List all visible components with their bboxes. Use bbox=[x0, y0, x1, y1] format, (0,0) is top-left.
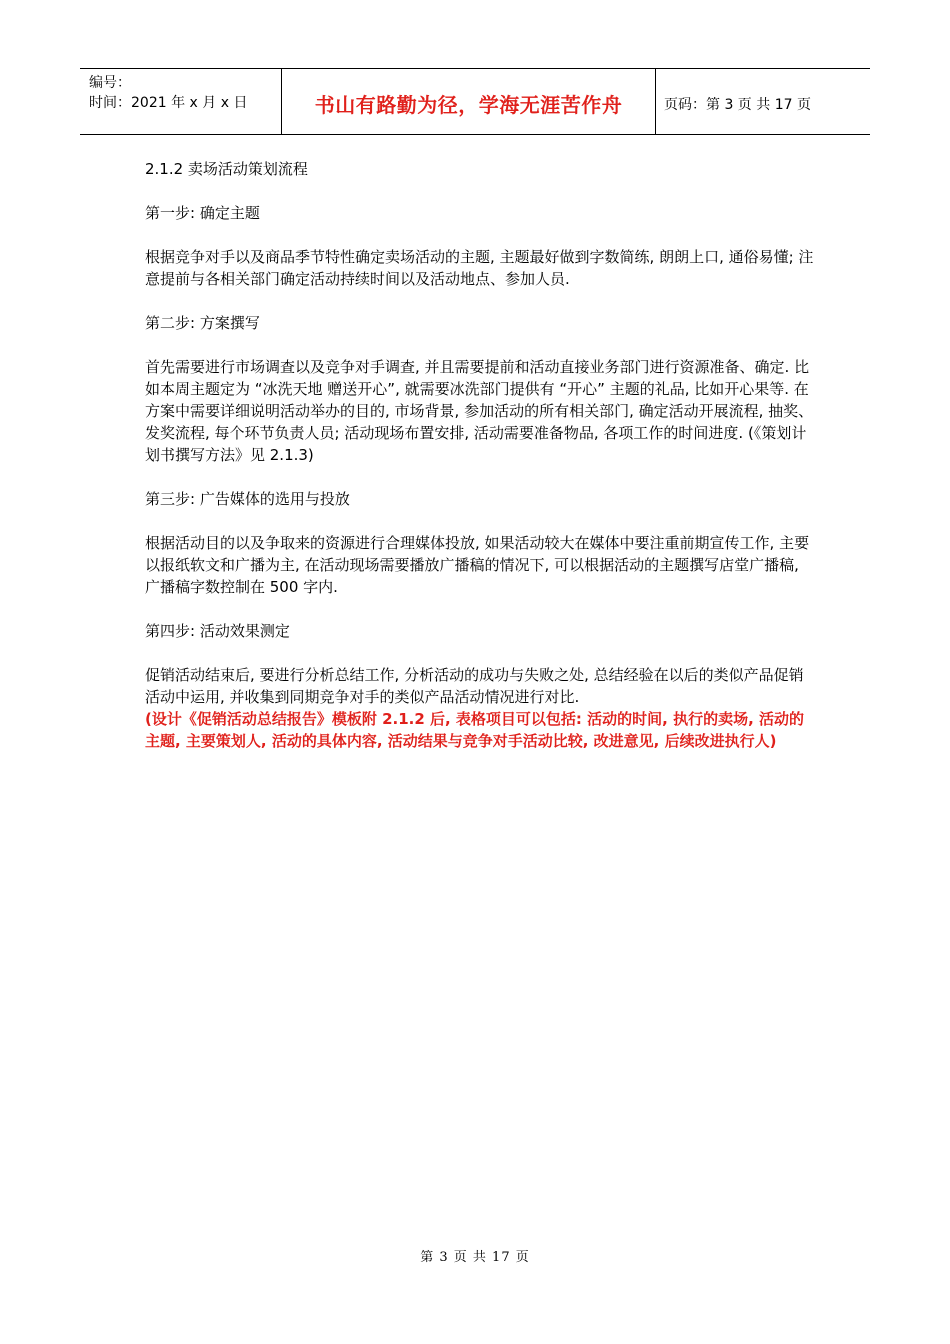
step-3-body: 根据活动目的以及争取来的资源进行合理媒体投放, 如果活动较大在媒体中要注重前期宣传工作, 主要以报纸软文和广播为主, 在活动现场需要播放广播稿的情况下, 可以根据活动的主题撰写店堂广播稿, 广播稿字数控制在 500 字内. bbox=[145, 534, 810, 596]
header-motto-cell bbox=[282, 69, 656, 134]
page-header bbox=[80, 68, 870, 135]
page-footer: 第 3 页 共 17 页 bbox=[420, 1250, 530, 1265]
step-1-title: 第一步: 确定主题 bbox=[145, 204, 260, 222]
step-3-title: 第三步: 广告媒体的选用与投放 bbox=[145, 490, 350, 508]
step-2-title: 第二步: 方案撰写 bbox=[145, 314, 260, 332]
step-4-title: 第四步: 活动效果测定 bbox=[145, 622, 290, 640]
section-title: 2.1.2 卖场活动策划流程 bbox=[145, 160, 308, 178]
header-page-cell bbox=[656, 69, 870, 134]
header-motto: 书山有路勤为径，学海无涯苦作舟 bbox=[314, 93, 623, 117]
document-code-label: 编号： bbox=[89, 75, 131, 91]
step-4-body: 促销活动结束后, 要进行分析总结工作, 分析活动的成功与失败之处, 总结经验在以后的类似产品促销活动中运用, 并收集到同期竞争对手的类似产品活动情况进行对比. bbox=[145, 666, 804, 706]
header-page-info: 页码：第 3 页 共 17 页 bbox=[664, 96, 811, 113]
step-1-body: 根据竞争对手以及商品季节特性确定卖场活动的主题, 主题最好做到字数简练, 朗朗上口, 通俗易懂; 注意提前与各相关部门确定活动持续时间以及活动地点、参加人员. bbox=[145, 248, 814, 288]
document-date: 时间：2021 年 x 月 x 日 bbox=[89, 95, 248, 111]
step-2-body: 首先需要进行市场调查以及竞争对手调查, 并且需要提前和活动直接业务部门进行资源准备、确定. 比如本周主题定为 “冰洗天地 赠送开心”, 就需要冰洗部门提供有 “开心” 主题的礼品, 比如开心果等. 在方案中需要详细说明活动举办的目的, 市场背景, 参加活动的所有相关部门, 确定活动开展流程, 抽奖、发奖流程, 每个环节负责人员; 活动现场布置安排, 活动需要准备物品, 各项工作的时间进度. (《策划计划书撰写方法》见 2.1.3) bbox=[145, 358, 814, 464]
header-meta-cell bbox=[80, 69, 282, 134]
document-body bbox=[145, 158, 817, 774]
report-template-note: (设计《促销活动总结报告》模板附 2.1.2 后, 表格项目可以包括: 活动的时间, 执行的卖场, 活动的主题, 主要策划人, 活动的具体内容, 活动结果与竞争对手活动比较, 改进意见, 后续改进执行人) bbox=[145, 710, 804, 750]
